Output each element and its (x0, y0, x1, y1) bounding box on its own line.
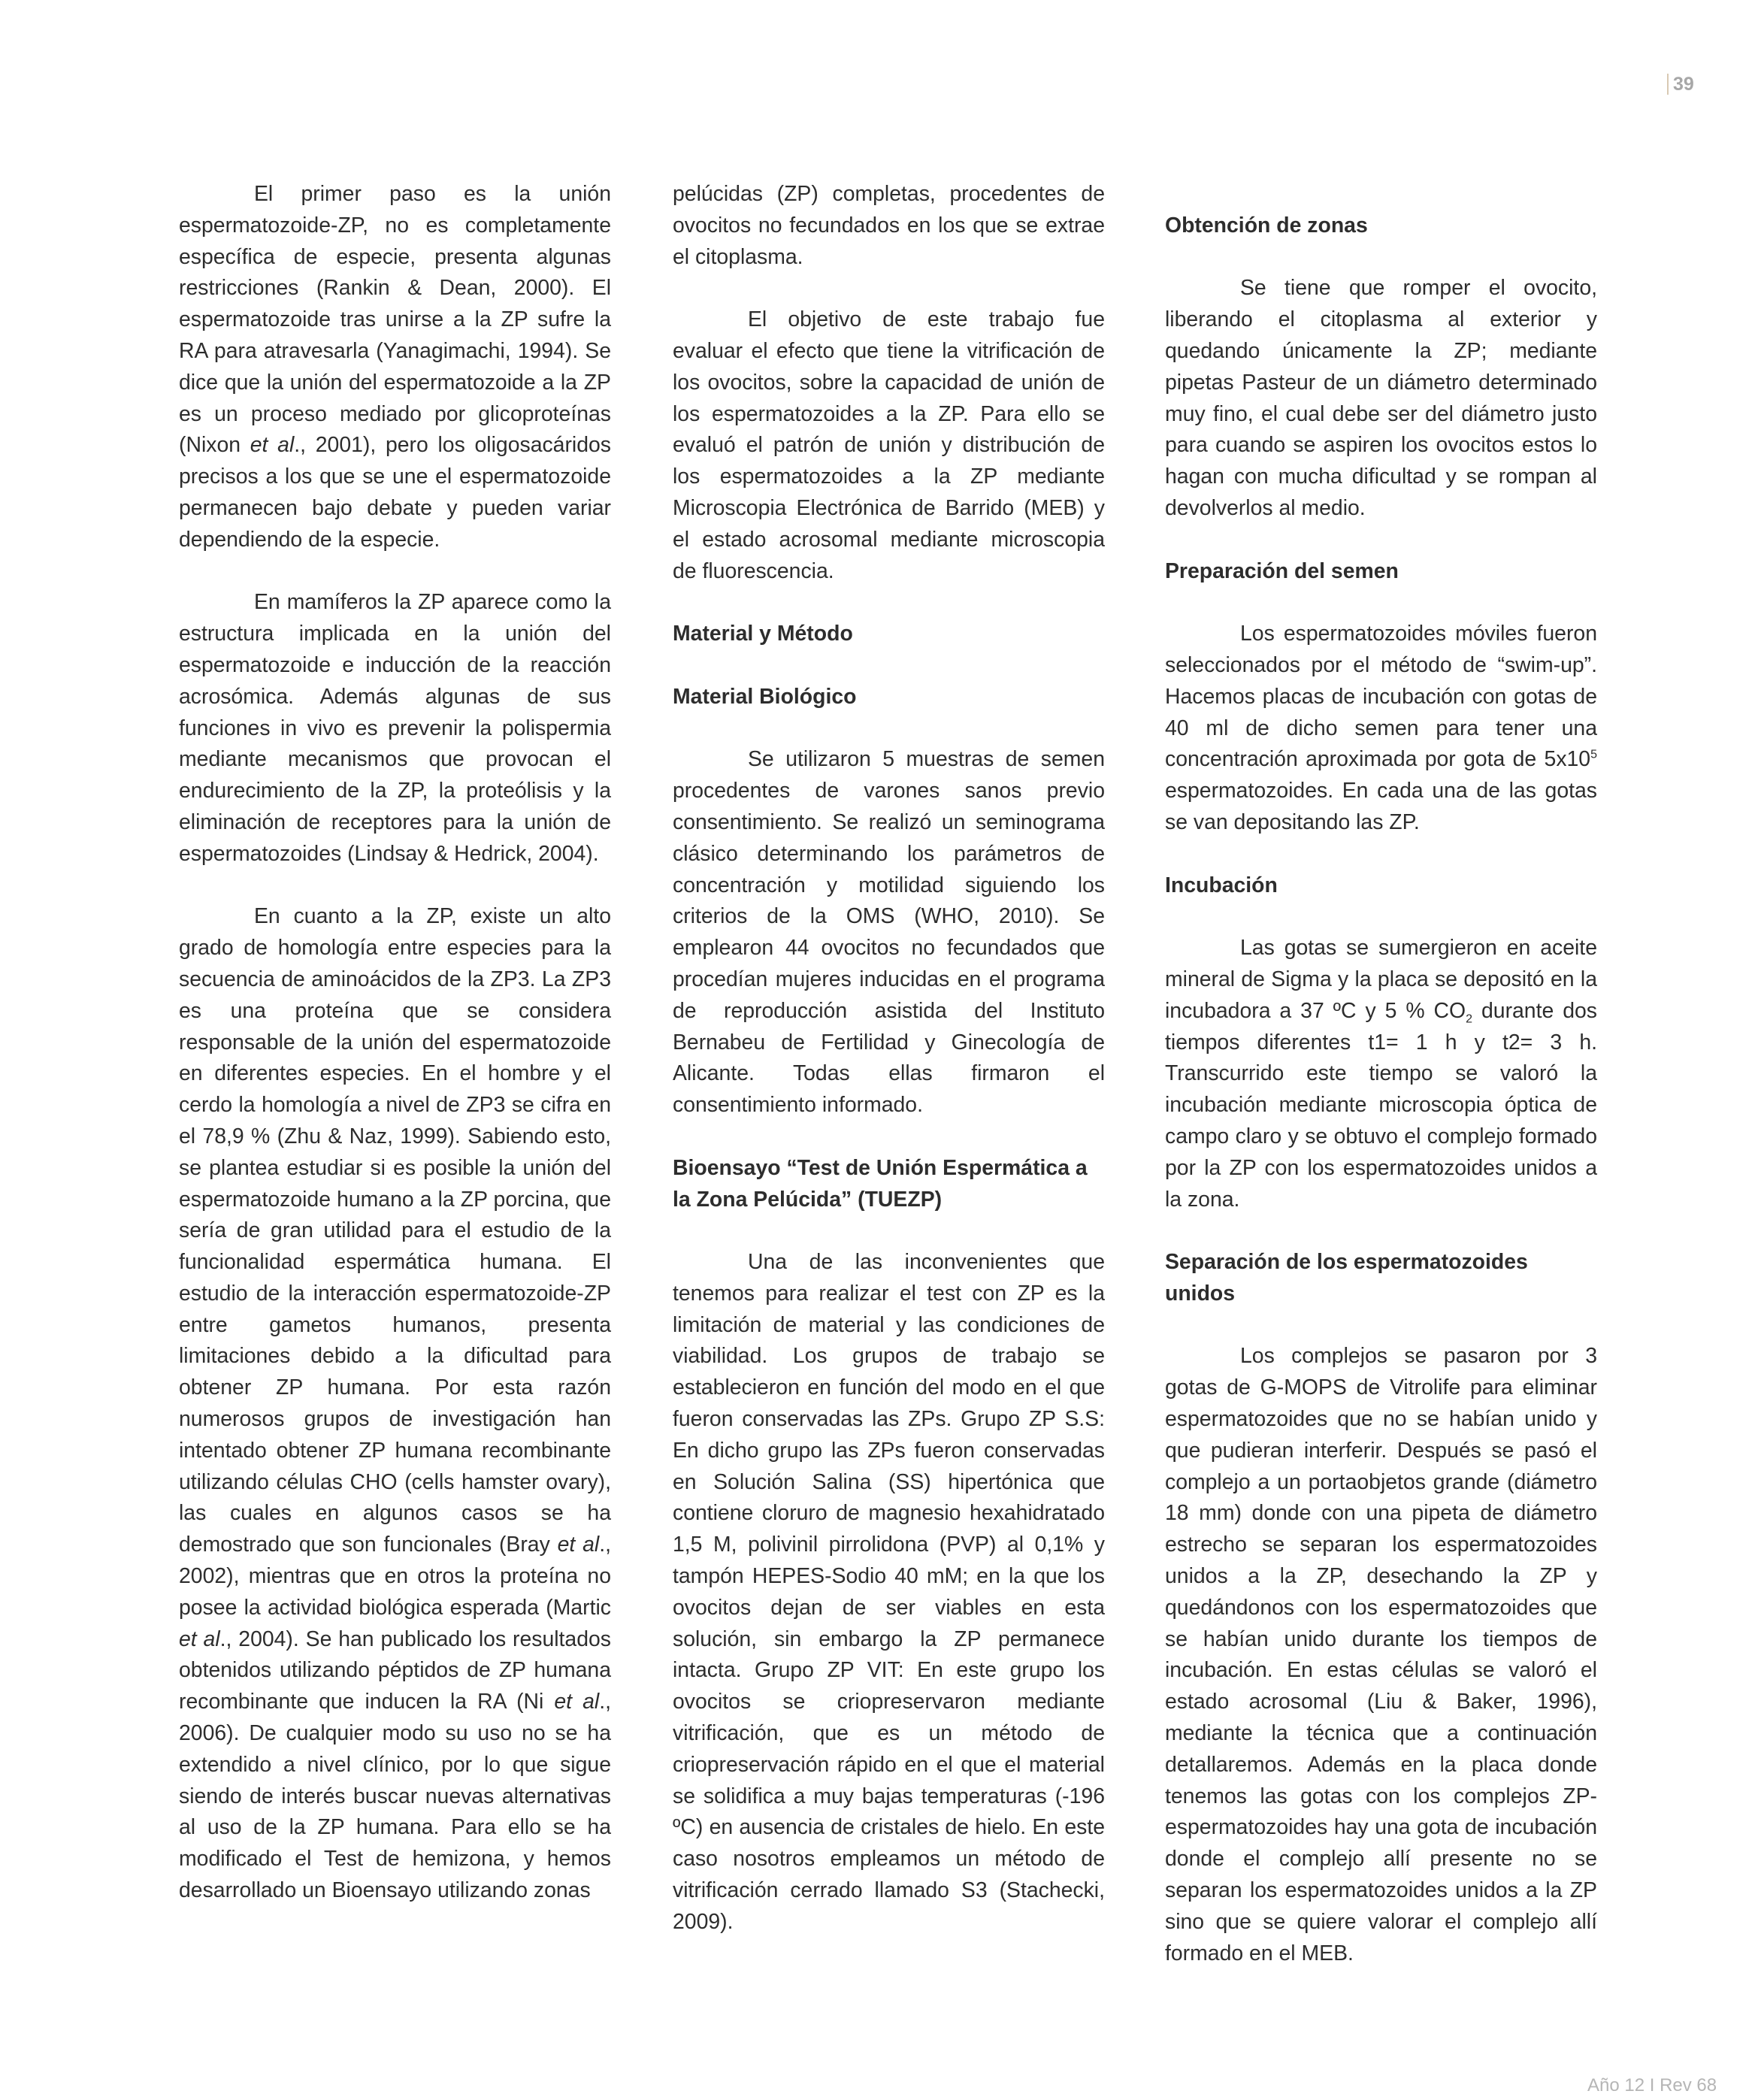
paragraph: El primer paso es la unión espermatozoide-ZP, no es completamente específica de especie, presenta algunas restricciones (Rankin & Dean, 2000). El espermatozoide tras unirse a la ZP sufre la RA para atravesarla (Yanagimachi, 1994). Se dice que la unión del espermatozoide a la ZP es un proceso mediado por glicoproteínas (Nixon et al., 2001), pero los oligosacáridos precisos a los que se une el espermatozoide permanecen bajo debate y pueden variar dependiendo de la especie. (179, 182, 611, 552)
paragraph: Una de las inconvenientes que tenemos para realizar el test con ZP es la limitación de material y las condiciones de viabilidad. Los grupos de trabajo se establecieron en función del modo en el que fueron conservadas las ZPs. Grupo ZP S.S: En dicho grupo las ZPs fueron conservadas en Solución Salina (SS) hipertónica que contiene cloruro de magnesio hexahidratado 1,5 M, polivinil pirrolidona (PVP) al 0,1% y tampón HEPES-Sodio 40 mM; en la que los ovocitos dejan de ser viables en esta solución, sin embargo la ZP permanece intacta. Grupo ZP VIT: En este grupo los ovocitos se criopreservaron mediante vitrificación, que es un método de criopreservación rápido en el que el material se solidifica a muy bajas temperaturas (-196 ºC) en ausencia de cristales de hielo. En este caso nosotros empleamos un método de vitrificación cerrado llamado S3 (Stachecki, 2009). (673, 1250, 1105, 1934)
section-heading: Bioensayo “Test de Unión Espermática a la Zona Pelúcida” (TUEZP) (673, 1155, 1088, 1212)
paragraph: Los espermatozoides móviles fueron seleccionados por el método de “swim-up”. Hacemos placas de incubación con gotas de 40 ml de dicho semen para tener una concentración aproximada por gota de $5x10^5$ espermatozoides. En cada una de las gotas se van depositando las ZP. (1165, 622, 1597, 834)
paragraph: Se utilizaron 5 muestras de semen procedentes de varones sanos previo consentimiento. Se realizó un seminograma clásico determinando los parámetros de concentración y motilidad siguiendo los criterios de la OMS (WHO, 2010). Se emplearon 44 ovocitos no fecundados que procedían mujeres inducidas en el programa de reproducción asistida del Instituto Bernabeu de Fertilidad y Ginecología de Alicante. Todas ellas firmaron el consentimiento informado. (673, 747, 1105, 1118)
paragraph: Las gotas se sumergieron en aceite mineral de Sigma y la placa se depositó en la incubadora a 37 ºC y 5 % $CO_2$ durante dos tiempos diferentes t1= 1 h y t2= 3 h. Transcurrido este tiempo se valoró la incubación mediante microscopia óptica de campo claro y se obtuvo el complejo formado por la ZP con los espermatozoides unidos a la zona. (1165, 936, 1597, 1212)
section-heading: Material Biológico (673, 684, 857, 709)
section-heading: Material y Método (673, 622, 853, 646)
page-footer: Año 12 I Rev 68 (1587, 2075, 1717, 2095)
section-heading: Obtención de zonas (1165, 213, 1368, 238)
column-2 (673, 179, 1105, 1938)
section-heading: Incubación (1165, 873, 1278, 897)
paragraph: pelúcidas (ZP) completas, procedentes de ovocitos no fecundados en los que se extrae el citoplasma. (673, 182, 1105, 269)
column-1 (179, 179, 611, 1907)
column-3 (1165, 179, 1597, 1969)
section-heading: Separación de los espermatozoides unidos (1165, 1250, 1528, 1306)
paragraph: En mamíferos la ZP aparece como la estructura implicada en la unión del espermatozoide e inducción de la reacción acrosómica. Además algunas de sus funciones in vivo es prevenir la polispermia mediante mecanismos que provocan el endurecimiento de la ZP, la proteólisis y la eliminación de receptores para la unión de espermatozoides (Lindsay & Hedrick, 2004). (179, 590, 611, 866)
paragraph: El objetivo de este trabajo fue evaluar el efecto que tiene la vitrificación de los ovocitos, sobre la capacidad de unión de los espermatozoides a la ZP. Para ello se evaluó el patrón de unión y distribución de los espermatozoides a la ZP mediante Microscopia Electrónica de Barrido (MEB) y el estado acrosomal mediante microscopia de fluorescencia. (673, 307, 1105, 583)
paragraph: En cuanto a la ZP, existe un alto grado de homología entre especies para la secuencia de aminoácidos de la ZP3. La ZP3 es una proteína que se considera responsable de la unión del espermatozoide en diferentes especies. En el hombre y el cerdo la homología a nivel de ZP3 se cifra en el 78,9 % (Zhu & Naz, 1999). Sabiendo esto, se plantea estudiar si es posible la unión del espermatozoide humano a la ZP porcina, que sería de gran utilidad para el estudio de la funcionalidad espermática humana. El estudio de la interacción espermatozoide-ZP entre gametos humanos, presenta limitaciones debido a la dificultad para obtener ZP humana. Por esta razón numerosos grupos de investigación han intentado obtener ZP humana recombinante utilizando células CHO (cells hamster ovary), las cuales en algunos casos se ha demostrado que son funcionales (Bray et al., 2002), mientras que en otros la proteína no posee la actividad biológica esperada (Martic et al., 2004). Se han publicado los resultados obtenidos utilizando péptidos de ZP humana recombinante que inducen la RA (Ni et al., 2006). De cualquier modo su uso no se ha extendido a nivel clínico, por lo que sigue siendo de interés buscar nuevas alternativas al uso de la ZP humana. Para ello se ha modificado el Test de hemizona, y hemos desarrollado un Bioensayo utilizando zonas (179, 904, 611, 1903)
paragraph: Los complejos se pasaron por 3 gotas de G-MOPS de Vitrolife para eliminar espermatozoides que no se habían unido y que pudieran interferir. Después se pasó el complejo a un portaobjetos grande (diámetro 18 mm) donde con una pipeta de diámetro estrecho se separan los espermatozoides unidos a la ZP, desechando la ZP y quedándonos con los espermatozoides que se habían unido durante los tiempos de incubación. En estas células se valoró el estado acrosomal (Liu & Baker, 1996), mediante la técnica que a continuación detallaremos. Además en la placa donde tenemos las gotas con los complejos ZP-espermatozoides hay una gota de incubación donde el complejo allí presente no se separan los espermatozoides unidos a la ZP sino que se quiere valorar el complejo allí formado en el MEB. (1165, 1344, 1597, 1965)
page-number: 39 (1667, 74, 1694, 95)
section-heading: Preparación del semen (1165, 558, 1399, 583)
paragraph: Se tiene que romper el ovocito, liberando el citoplasma al exterior y quedando únicamente la ZP; mediante pipetas Pasteur de un diámetro determinado muy fino, el cual debe ser del diámetro justo para cuando se aspiren los ovocitos estos lo hagan con mucha dificultad y se rompan al devolverlos al medio. (1165, 276, 1597, 520)
